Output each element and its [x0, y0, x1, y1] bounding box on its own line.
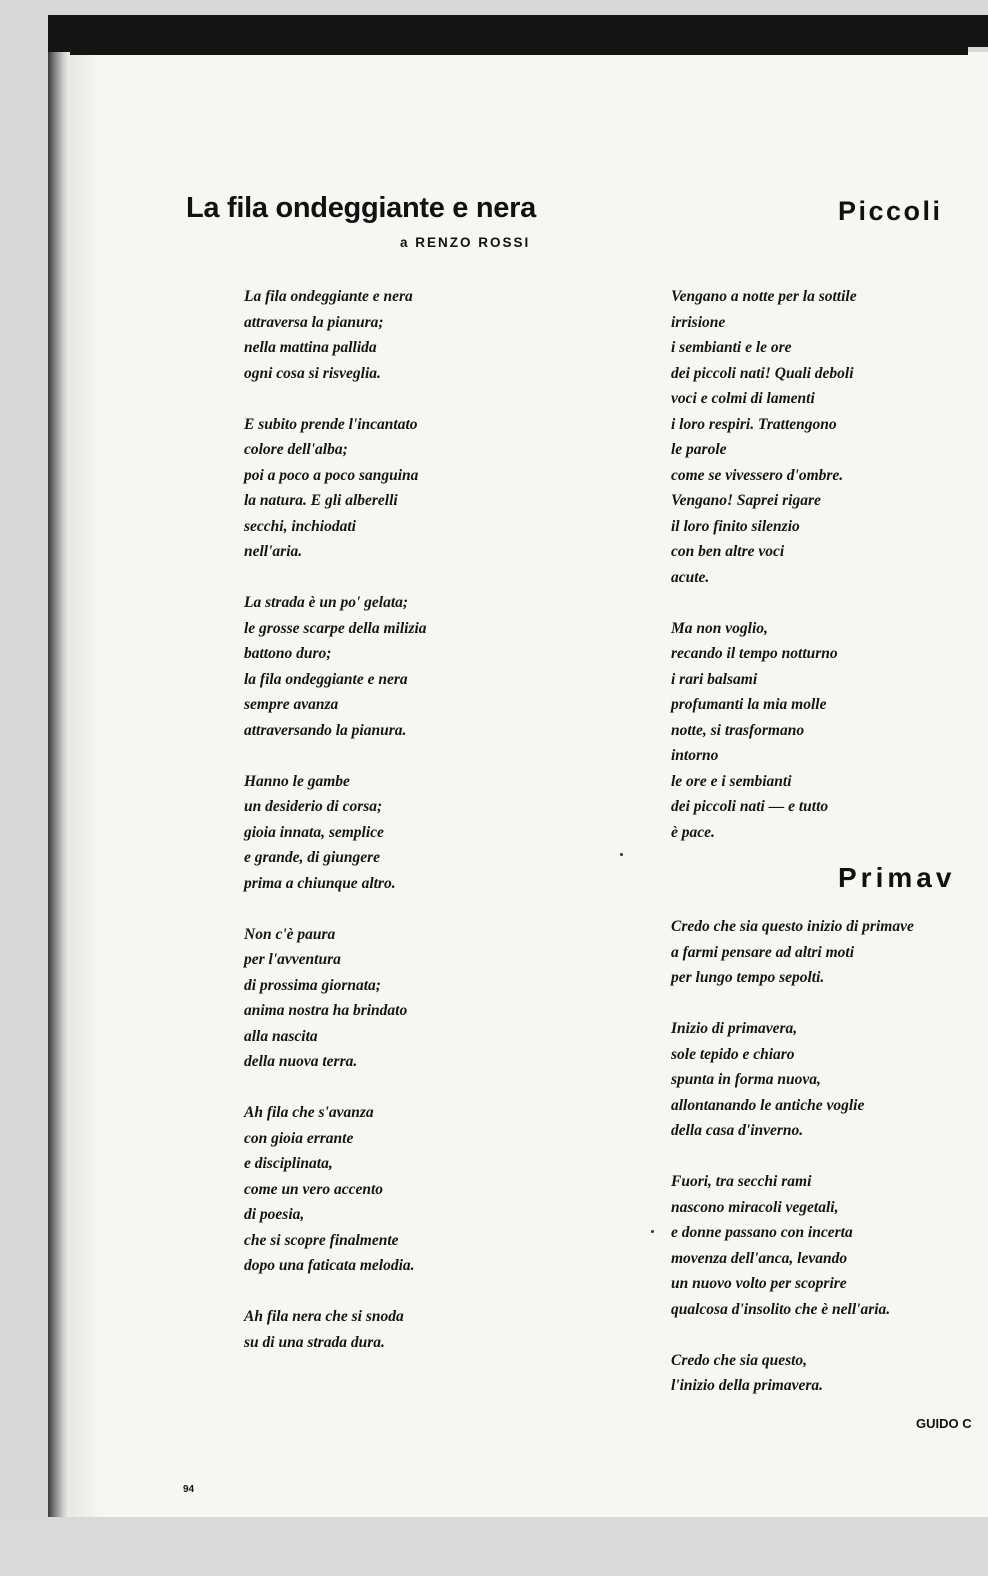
poem-line: nell'aria. [244, 543, 303, 560]
poem-line: la natura. E gli alberelli [244, 492, 398, 509]
poem-line: le parole [671, 441, 727, 458]
poem-line: le grosse scarpe della milizia [244, 619, 427, 637]
page-number: 94 [183, 1484, 195, 1495]
poem-body-right-1 [671, 284, 988, 871]
poem-line: colore dell'alba; [244, 441, 348, 458]
poem-line: e disciplinata, [244, 1155, 333, 1172]
poem-line: che si scopre finalmente [244, 1231, 399, 1249]
poem-line: prima a chiunque altro. [244, 874, 396, 892]
stanza [671, 1169, 988, 1322]
author-signature: GUIDO C [916, 1416, 972, 1431]
poem-line: allontanando le antiche voglie [671, 1096, 865, 1114]
poem-line: alla nascita [244, 1027, 318, 1045]
poem-line: La fila ondeggiante e nera [244, 288, 413, 305]
poem-line: come un vero accento [244, 1180, 384, 1198]
poem-line: della casa d'inverno. [671, 1122, 804, 1139]
poem-line: Ah fila nera che si snoda [244, 1308, 404, 1325]
poem-line: con ben altre voci [671, 543, 785, 560]
page-binding-gutter [48, 52, 70, 1517]
poem-line: dopo una faticata melodia. [244, 1257, 415, 1274]
poem-line: anima nostra ha brindato [244, 1002, 408, 1019]
poem-line: attraversando la pianura. [244, 721, 407, 739]
print-speck [620, 853, 623, 856]
scan-top-edge [48, 15, 968, 55]
poem-line: di poesia, [244, 1206, 305, 1223]
scan-background [0, 1517, 988, 1576]
poem-line: come se vivessero d'ombre. [671, 466, 844, 484]
poem-line: movenza dell'anca, levando [671, 1249, 848, 1267]
poem-line: con gioia errante [244, 1129, 354, 1147]
poem-line: Hanno le gambe [244, 772, 350, 790]
poem-line: gioia innata, semplice [244, 823, 384, 841]
poem-line: i rari balsami [671, 670, 758, 688]
poem-line: e donne passano con incerta [671, 1224, 853, 1241]
poem-line: sempre avanza [244, 696, 339, 713]
poem-title-right-1: Piccoli [838, 196, 943, 226]
poem-title-right-2: Primav [838, 862, 956, 893]
poem-line: Ah fila che s'avanza [244, 1104, 374, 1121]
poem-line: voci e colmi di lamenti [671, 390, 815, 407]
poem-line: Ma non voglio, [671, 619, 768, 637]
poem-line: di prossima giornata; [244, 976, 381, 994]
poem-line: un desiderio di corsa; [244, 798, 383, 815]
poem-line: Inizio di primavera, [671, 1020, 798, 1037]
poem-line: il loro finito silenzio [671, 517, 800, 535]
poem-line: ogni cosa si risveglia. [244, 364, 381, 382]
poem-line: Vengano! Saprei rigare [671, 492, 821, 509]
poem-line: Vengano a notte per la sottile [671, 288, 857, 305]
stanza [244, 922, 604, 1075]
stanza [244, 769, 604, 897]
gutter-shadow [70, 52, 100, 1517]
poem-line: un nuovo volto per scoprire [671, 1275, 847, 1292]
poem-line: spunta in forma nuova, [671, 1071, 821, 1088]
poem-line: Credo che sia questo, [671, 1351, 808, 1369]
poem-line: nascono miracoli vegetali, [671, 1198, 839, 1216]
poem-line: a farmi pensare ad altri moti [671, 943, 854, 961]
poem-line: per l'avventura [244, 951, 341, 968]
stanza [244, 1100, 604, 1279]
print-speck [651, 1230, 654, 1233]
poem-line: profumanti la mia molle [671, 696, 827, 713]
poem-line: i sembianti e le ore [671, 339, 792, 356]
poem-line: per lungo tempo sepolti. [671, 969, 825, 986]
poem-line: è pace. [671, 823, 715, 841]
poem-line: intorno [671, 747, 719, 764]
poem-line: l'inizio della primavera. [671, 1377, 823, 1394]
poem-line: le ore e i sembianti [671, 772, 792, 790]
poem-line: secchi, inchiodati [244, 517, 356, 535]
poem-body-left [244, 284, 604, 1381]
poem-line: notte, si trasformano [671, 721, 805, 739]
poem-line: poi a poco a poco sanguina [244, 466, 419, 484]
poem-body-right-2 [671, 914, 988, 1424]
poem-line: sole tepido e chiaro [671, 1045, 795, 1063]
poem-line: dei piccoli nati! Quali deboli [671, 364, 854, 382]
poem-line: acute. [671, 568, 710, 586]
poem-dedication: a RENZO ROSSI [400, 235, 531, 250]
stanza [244, 1304, 604, 1355]
poem-line: Fuori, tra secchi rami [671, 1173, 812, 1190]
stanza [671, 1348, 988, 1399]
stanza [671, 1016, 988, 1144]
poem-line: La strada è un po' gelata; [244, 594, 409, 611]
poem-line: su di una strada dura. [244, 1333, 385, 1351]
stanza [244, 412, 604, 565]
stanza [671, 616, 988, 846]
poem-line: dei piccoli nati — e tutto [671, 798, 829, 815]
poem-line: e grande, di giungere [244, 849, 381, 866]
poem-line: della nuova terra. [244, 1053, 358, 1070]
poem-line: la fila ondeggiante e nera [244, 670, 408, 688]
poem-line: recando il tempo notturno [671, 645, 838, 662]
scan-top-edge-right [905, 15, 988, 47]
poem-line: i loro respiri. Trattengono [671, 415, 837, 433]
poem-line: nella mattina pallida [244, 339, 377, 356]
poem-line: attraversa la pianura; [244, 313, 384, 331]
stanza [671, 914, 988, 991]
poem-line: Non c'è paura [244, 925, 336, 943]
stanza [244, 590, 604, 743]
stanza [244, 284, 604, 386]
poem-line: irrisione [671, 313, 726, 331]
poem-line: battono duro; [244, 645, 332, 662]
poem-line: qualcosa d'insolito che è nell'aria. [671, 1300, 891, 1318]
stanza [671, 284, 988, 590]
poem-line: Credo che sia questo inizio di primave [671, 918, 914, 935]
poem-line: E subito prende l'incantato [244, 415, 418, 433]
poem-title-left: La fila ondeggiante e nera [186, 192, 536, 224]
